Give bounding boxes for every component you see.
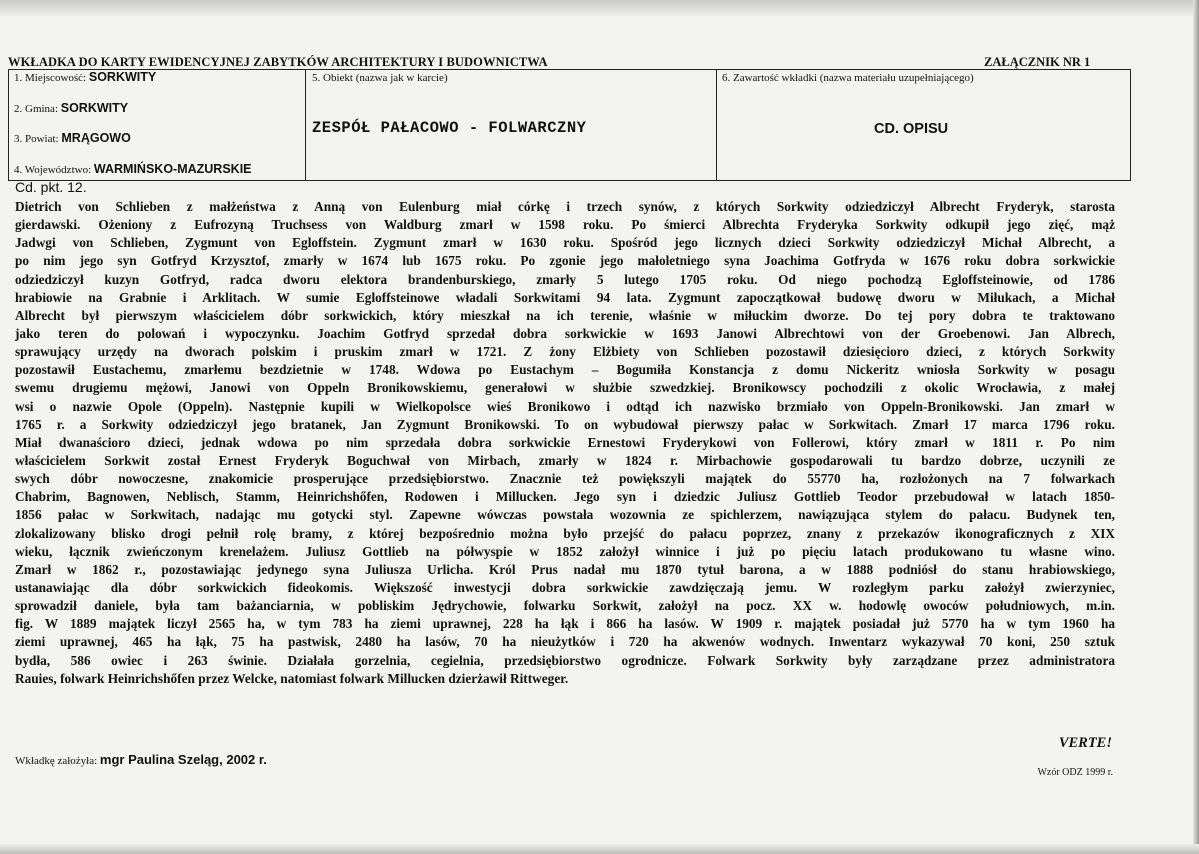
description-line: gierdawski. Ożeniony z Eufrozyną Truchsess von Waldburg zmarł w 1598 roku. Po śmierci Albrechta Fryderyka Sorkwity odkupił jego zięć, mąż [15,217,1115,233]
form-reference: Wzór ODZ 1999 r. [1037,767,1113,778]
description-line: Albrecht był pierwszym właścicielem dóbr sorkwickich, który mieszkał na ich terenie, właśnie w miłuckim dworze. Do tej pory dobra te traktowano [15,307,1115,323]
description-text [15,198,1115,688]
description-line: Chabrim, Bagnowen, Neblisch, Stamm, Heinrichshőfen, Rodowen i Millucken. Jego syn i dziedzic Juliusz Gottlieb Teodor przebudował w latach 1850- [15,489,1115,505]
field-miejscowosc-value: SORKWITY [88,70,157,84]
field-gmina-label: 2. Gmina: [14,103,58,115]
field-wojewodztwo-label: 4. Województwo: [14,164,92,176]
description-line: Dietrich von Schlieben z małżeństwa z Anną von Eulenburg miał córkę i trzech synów, z których Sorkwity odziedziczył Albrecht Fryderyk, starosta [15,199,1115,214]
grid-divider-2 [716,69,717,181]
grid-left-border [8,69,9,181]
field-obiekt-label: 5. Obiekt (nazwa jak w karcie) [312,72,448,84]
field-obiekt-value: ZESPÓŁ PAŁACOWO - FOLWARCZNY [312,119,587,137]
description-line: po nim jego syn Gotfryd Krzysztof, zmarły w 1674 lub 1675 roku. Po zgonie jego małoletniego syna Joachima Gotfryda w 1676 roku dobra sorkwickie [15,253,1115,269]
description-line: hrabiowie na Grabnie i Arklitach. W sumie Egloffsteinowe władali Sorkwitami 94 lata. Zygmunt zapoczątkował budowę dworu w Miłukach, a Michał [15,289,1115,305]
author-label: Wkładkę założyła: [15,755,98,767]
verte-label: VERTE! [1058,735,1112,751]
author-line [15,752,267,767]
description-line: Jadwgi von Schlieben, Zygmunt von Egloffstein. Zygmunt zmarł w 1630 roku. Spośród jego licznych dzieci Sorkwity odziedziczył Michał Albrecht, a [15,235,1115,251]
field-gmina-value: SORKWITY [60,101,129,115]
field-zawartosc-label: 6. Zawartość wkładki (nazwa materiału uzupełniającego) [722,72,974,84]
description-line: wsi o nazwie Opole (Oppeln). Następnie kupili w Wielkopolsce wieś Bronikowo i odtąd ich nazwisko brzmiało von Oppeln-Bronikowski. Jan zmarł w [15,398,1115,414]
grid-bottom-line [8,180,1131,181]
description-line: ustanawiając dla dóbr sorkwickich fideokomis. Większość inwestycji dobra sorkwickie zawdzięczają jemu. W rozległym parku założył zwierzyniec, [15,579,1115,595]
author-value: mgr Paulina Szeląg, 2002 r. [99,752,267,767]
field-miejscowosc-label: 1. Miejscowość: [14,72,87,84]
description-line: pozostawił Eustachemu, zmarłemu bezdzietnie w 1748. Wdowa po Eustachym – Bogumiła Konstancja z domu Nickeritz wniosła Sorkwity w posagu [15,362,1115,378]
form-title: WKŁADKA DO KARTY EWIDENCYJNEJ ZABYTKÓW ARCHITEKTURY I BUDOWNICTWA [8,55,548,69]
scan-edge-bottom [0,844,1199,854]
field-powiat-value: MRĄGOWO [61,131,131,145]
description-line: właścicielem Sorkwit został Ernest Fryderyk Boguchwał von Mirbach, zmarły w 1824 r. Mirbachowie gospodarowali tu bardzo dobrze, uczynili ze [15,452,1115,468]
description-line: swemu drugiemu mężowi, Janowi von Oppeln Bronikowskiemu, generałowi w służbie szwedzkiej. Bronikowscy pochodzili z okolic Wrocławia, z małej [15,380,1115,396]
scan-edge-top [0,0,1199,16]
grid-top-line [8,69,1131,70]
field-wojewodztwo [14,162,252,176]
scan-edge-right [1193,0,1199,854]
description-line: 1856 pałac w Sorkwitach, nadając mu gotycki styl. Zapewne wówczas powstała wozownia ze spichlerzem, nawiązująca stylem do pałacu. Budynek ten, [15,507,1115,523]
field-miejscowosc [14,70,156,84]
field-wojewodztwo-value: WARMIŃSKO-MAZURSKIE [93,162,252,176]
field-powiat [14,131,131,145]
description-line: fig. W 1889 majątek liczył 2565 ha, w tym 783 ha ziemi uprawnej, 228 ha łąk i 866 ha lasów. W 1909 r. majątek posiadał już 5770 ha w tym 1960 ha [15,616,1115,632]
field-zawartosc-value: CD. OPISU [874,121,949,137]
field-gmina [14,101,128,115]
description-line: Rauies, folwark Heinrichshőfen przez Welcke, natomiast folwark Millucken dzierżawił Rittweger. [15,670,569,686]
description-line: sprowadził daniele, była tam bażanciarnia, w pobliskim Jędrychowie, folwarku Sorkwit, założył na pocz. XX w. hodowlę owoców południowych, m.in. [15,598,1115,614]
section-label: Cd. pkt. 12. [15,179,87,195]
description-line: odziedziczył kuzyn Gotfryd, radca dworu elektora brandenburskiego, zmarły 5 lutego 1705 roku. Od niego pochodzą Egloffsteinowie, od 1786 [15,271,1115,287]
description-line: Zmarł w 1862 r., pozostawiając jedynego syna Juliusza Urlicha. Król Prus nadał mu 1870 tytuł barona, a w 1888 podniósł do stanu hrabiowskiego, [15,561,1115,577]
attachment-number: ZAŁĄCZNIK NR 1 [984,55,1091,69]
field-powiat-label: 3. Powiat: [14,133,59,145]
description-line: zlokalizowany blisko drogi pełnił rolę bramy, z której bezpośrednio można było przejść do pałacu poprzez, znany z przekazów ikonograficznych z XIX [15,525,1115,541]
description-line: sprawujący urzędy na dworach polskim i pruskim zmarł w 1721. Z żony Elżbiety von Schlieben pozostawił dziesięcioro dzieci, z których Sorkwity [15,344,1115,360]
description-line: Miał dwanaścioro dzieci, jednak wdowa po nim sprzedała dobra sorkwickie Ernestowi Fryderykowi von Follerowi, który zmarł w 1811 r. Po nim [15,434,1115,450]
description-line: ziemi uprawnej, 465 ha łąk, 75 ha pastwisk, 2480 ha lasów, 70 ha nieużytków i 720 ha akwenów wodnych. Inwentarz wykazywał 70 koni, 250 sztuk [15,634,1115,650]
description-line: wieku, łącznik zwieńczonym krenelażem. Juliusz Gottlieb na półwyspie w 1852 założył winnice i już po pięciu latach produkowano tu własne wino. [15,543,1115,559]
grid-right-border [1130,69,1131,181]
description-line: 1765 r. a Sorkwity odziedziczył jego bratanek, Jan Zygmunt Bronikowski. To on wybudował pierwszy pałac w Sorkwitach. Zmarł 17 marca 1796 roku. [15,416,1115,432]
grid-divider-1 [305,69,306,181]
description-line: bydła, 586 owiec i 263 świnie. Działała gorzelnia, cegielnia, przedsiębiorstwo ogrodnicze. Folwark Sorkwity były zarządzane przez administratora [15,652,1115,668]
description-line: swych dóbr nowoczesne, znakomicie prosperujące przedsiębiorstwo. Znacznie też powiększyli majątek do 55770 ha, rozłożonych na 7 folwarkach [15,471,1115,487]
description-line: jako teren do polowań i wypoczynku. Joachim Gotfryd sprzedał dobra sorkwickie w 1693 Janowi Albrechtowi von der Groebenowi. Jan Albrech, [15,325,1115,341]
